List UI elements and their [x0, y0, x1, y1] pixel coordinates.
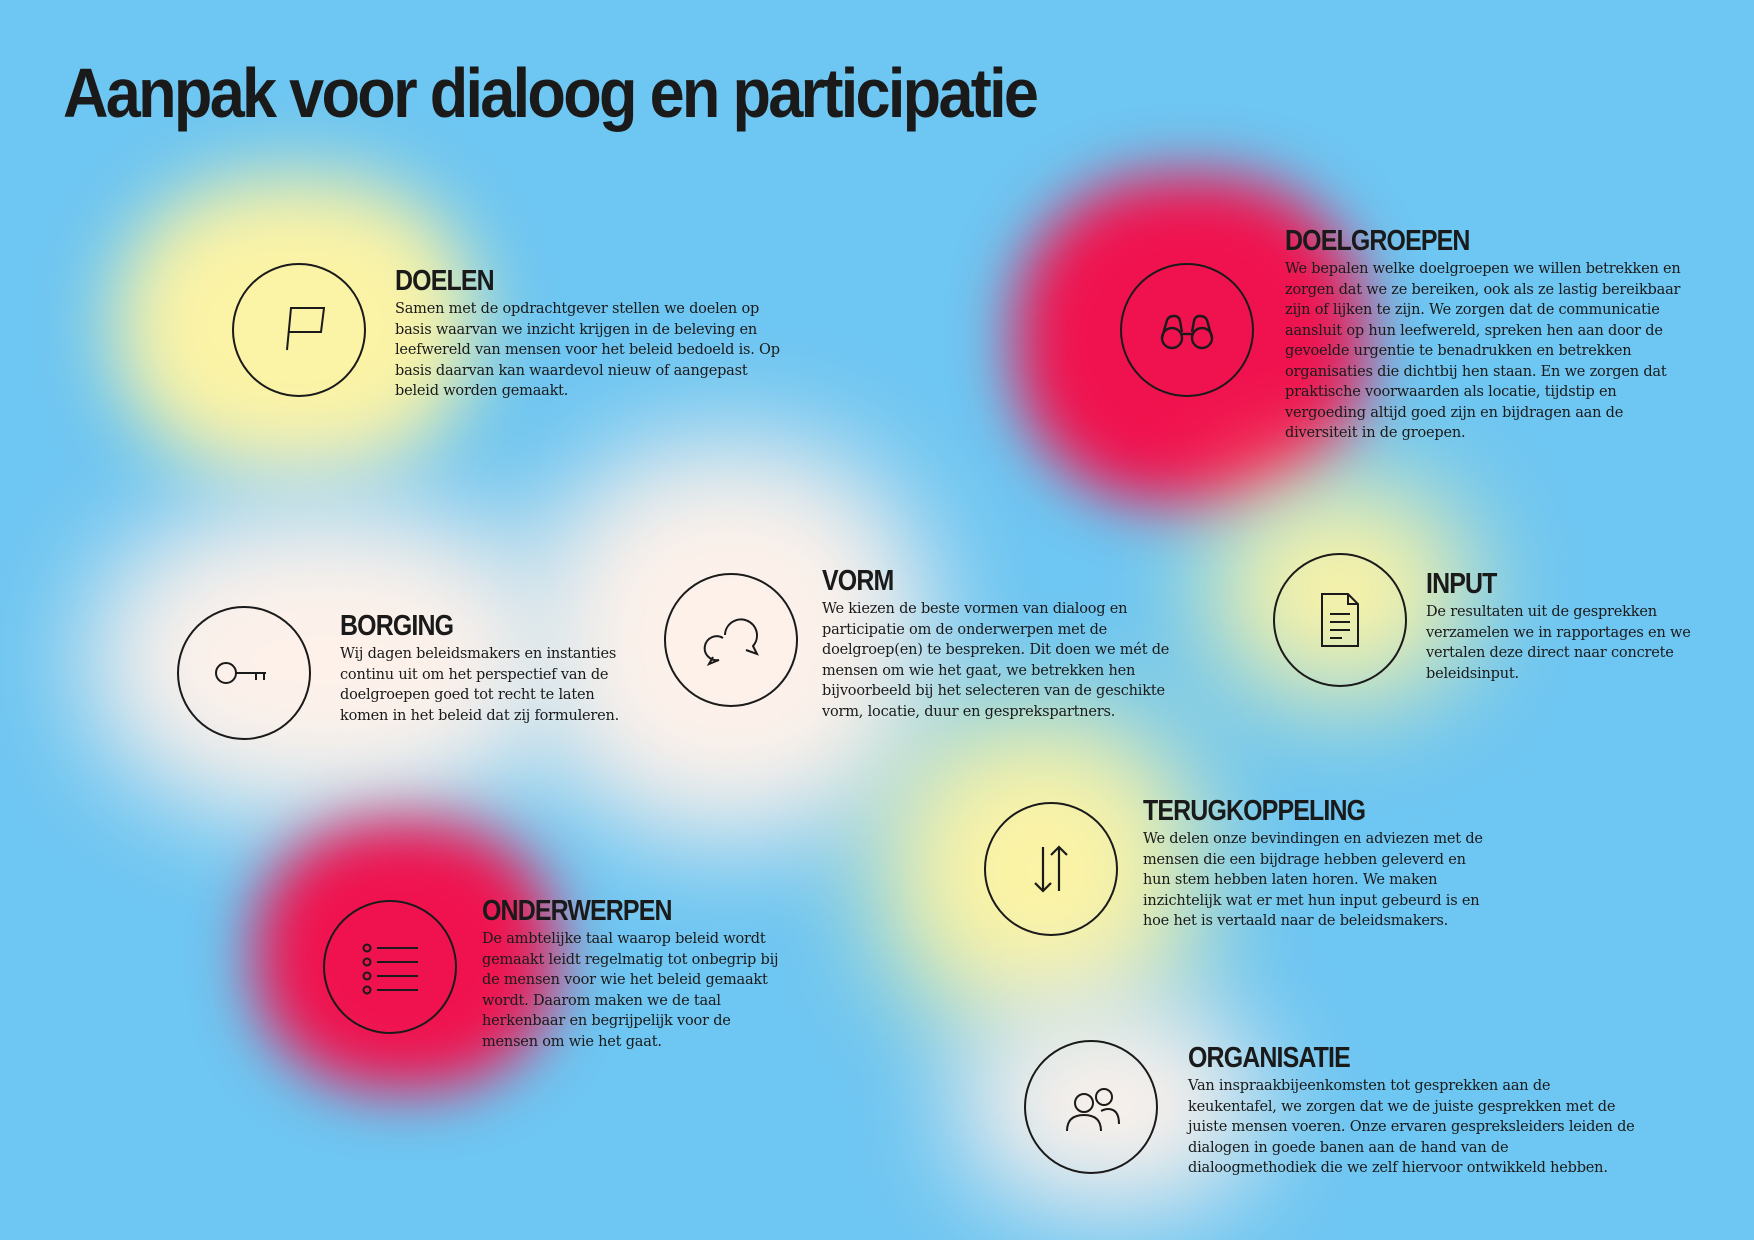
page-title: Aanpak voor dialoog en participatie: [63, 54, 1037, 132]
input-block: [1426, 568, 1691, 684]
borging-icon-circle: [177, 606, 311, 740]
onderwerpen-heading: ONDERWERPEN: [482, 895, 672, 927]
borging-block: [340, 610, 630, 726]
up-down-arrows-icon: [1011, 829, 1091, 909]
organisatie-icon-circle: [1024, 1040, 1158, 1174]
onderwerpen-icon-circle: [323, 900, 457, 1034]
borging-text: Wij dagen beleidsmakers en instanties continu uit om het perspectief van de doelgroepen goed tot recht te laten komen in het beleid dat zij formuleren.: [340, 646, 620, 724]
doelen-block: [395, 265, 780, 402]
doelgroepen-text: We bepalen welke doelgroepen we willen betrekken en zorgen dat we ze bereiken, ook als ze lastig bereikbaar zijn of lijken te zijn. We zorgen dat de communicatie aansluit op hun leefwereld, spreken hen aan door de gevoelde urgentie te benadrukken en betrekken organisaties die dichtbij hen staan. En we zorgen dat praktische voorwaarden als locatie, tijdstip en vergoeding altijd goed zijn en bijdragen aan de diversiteit in de groepen.: [1285, 261, 1681, 441]
onderwerpen-text: De ambtelijke taal waarop beleid wordt gemaakt leidt regelmatig tot onbegrip bij de mensen voor wie het beleid gemaakt wordt. Daarom maken we de taal herkenbaar en begrijpelijk voor de mensen om wie het gaat.: [482, 931, 779, 1050]
organisatie-heading: ORGANISATIE: [1188, 1042, 1350, 1074]
chat-bubbles-icon: [691, 600, 771, 680]
document-icon: [1300, 580, 1380, 660]
list-icon: [350, 927, 430, 1007]
input-heading: INPUT: [1426, 568, 1497, 600]
vorm-icon-circle: [664, 573, 798, 707]
input-text: De resultaten uit de gesprekken verzamelen we in rapportages en we vertalen deze direct naar concrete beleidsinput.: [1426, 604, 1691, 682]
borging-heading: BORGING: [340, 610, 454, 642]
doelgroepen-icon-circle: [1120, 263, 1254, 397]
doelen-heading: DOELEN: [395, 265, 494, 297]
key-icon: [204, 633, 284, 713]
binoculars-icon: [1147, 290, 1227, 370]
doelgroepen-heading: DOELGROEPEN: [1285, 225, 1470, 257]
vorm-block: [822, 565, 1187, 722]
vorm-heading: VORM: [822, 565, 894, 597]
terugkoppeling-heading: TERUGKOPPELING: [1143, 795, 1366, 827]
doelen-icon-circle: [232, 263, 366, 397]
organisatie-block: [1188, 1042, 1638, 1179]
terugkoppeling-icon-circle: [984, 802, 1118, 936]
flag-icon: [259, 290, 339, 370]
people-icon: [1051, 1067, 1131, 1147]
doelen-text: Samen met de opdrachtgever stellen we doelen op basis waarvan we inzicht krijgen in de beleving en leefwereld van mensen voor het beleid bedoeld is. Op basis daarvan kan waardevol nieuw of aangepast beleid worden gemaakt.: [395, 301, 780, 399]
organisatie-text: Van inspraakbijeenkomsten tot gesprekken aan de keukentafel, we zorgen dat we de juiste gesprekken met de juiste mensen voeren. Onze ervaren gespreksleiders leiden de dialogen in goede banen aan de hand van de dialoogmethodiek die we zelf hiervoor ontwikkeld hebben.: [1188, 1078, 1635, 1176]
onderwerpen-block: [482, 895, 782, 1052]
terugkoppeling-block: [1143, 795, 1488, 932]
vorm-text: We kiezen de beste vormen van dialoog en participatie om de onderwerpen met de doelgroep(en) te bespreken. Dit doen we mét de mensen om wie het gaat, we betrekken hen bijvoorbeeld bij het selecteren van de geschikte vorm, locatie, duur en gesprekspartners.: [822, 601, 1170, 720]
input-icon-circle: [1273, 553, 1407, 687]
terugkoppeling-text: We delen onze bevindingen en adviezen met de mensen die een bijdrage hebben geleverd en hun stem hebben laten horen. We maken inzichtelijk wat er met hun input gebeurd is en hoe het is vertaald naar de beleidsmakers.: [1143, 831, 1483, 929]
doelgroepen-block: [1285, 225, 1695, 444]
